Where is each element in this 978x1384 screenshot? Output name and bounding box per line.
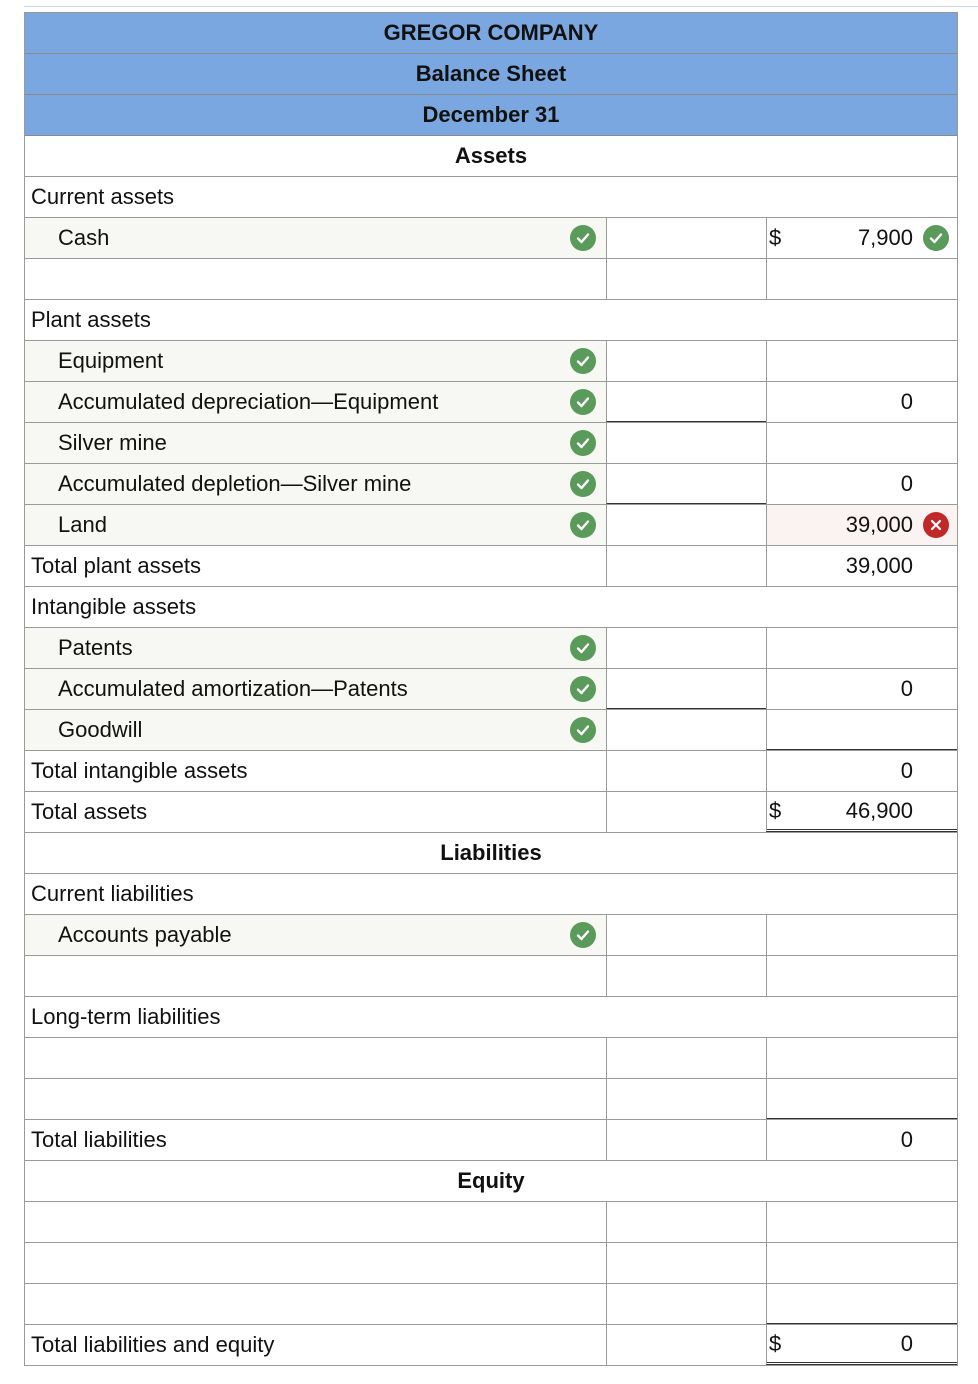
total-intangible-assets-amount [606,751,766,791]
goodwill-row [25,710,957,751]
accum-depl-silver-amount-input[interactable] [606,464,766,504]
accum-dep-equipment-row [25,382,957,423]
liabilities-heading-row [25,833,957,874]
company-name: GREGOR COMPANY [383,20,599,45]
land-row [25,505,957,546]
blank-row [25,1079,957,1120]
plant-assets-row [25,300,957,341]
blank-row [25,259,957,300]
patents-label[interactable]: Patents [58,635,133,660]
total-assets-value: 46,900 [845,797,913,823]
total-liabilities-amount [606,1120,766,1160]
dollar-sign: $ [769,1330,782,1356]
long-term-liabilities-label: Long-term liabilities [31,1004,221,1029]
total-intangible-assets-total [766,751,957,791]
blank-row [25,1243,957,1284]
accum-dep-equipment-total-input[interactable] [766,382,957,422]
total-liabilities-value: 0 [900,1127,913,1152]
blank-row [25,1284,957,1325]
top-border [24,0,978,7]
blank-total-input[interactable] [766,1243,957,1283]
blank-total-input[interactable] [766,1284,957,1324]
accum-depl-silver-total-input[interactable] [766,464,957,504]
total-plant-assets-amount [606,546,766,586]
check-icon [570,389,596,415]
silver-mine-total-input[interactable] [766,423,957,463]
land-total-input[interactable] [766,505,957,545]
statement-date: December 31 [422,102,560,127]
blank-label-input[interactable] [25,1038,606,1078]
total-plant-assets-label: Total plant assets [31,553,201,578]
blank-amount-input[interactable] [606,1038,766,1078]
total-assets-row [25,792,957,833]
dollar-sign: $ [769,797,782,823]
land-value: 39,000 [845,512,913,537]
goodwill-total-input[interactable] [766,710,957,750]
total-intangible-assets-value: 0 [900,758,913,783]
accounts-payable-label[interactable]: Accounts payable [58,922,232,947]
total-plant-assets-row [25,546,957,587]
blank-amount-input[interactable] [606,1079,766,1119]
cash-amount-input[interactable] [606,218,766,258]
current-assets-label: Current assets [31,184,175,209]
equity-heading-row [25,1161,957,1202]
accum-dep-equipment-label[interactable]: Accumulated depreciation—Equipment [58,389,439,414]
goodwill-label[interactable]: Goodwill [58,717,143,742]
total-liabilities-equity-label: Total liabilities and equity [31,1332,275,1357]
equipment-row [25,341,957,382]
check-icon [570,922,596,948]
current-liabilities-row [25,874,957,915]
long-term-liabilities-row [25,997,957,1038]
cash-value: 7,900 [857,225,913,250]
check-icon [570,430,596,456]
check-icon [570,635,596,661]
total-intangible-assets-label: Total intangible assets [31,758,248,783]
accounts-payable-row [25,915,957,956]
blank-label-input[interactable] [25,259,606,299]
statement-title: Balance Sheet [415,61,567,86]
blank-amount-input[interactable] [606,259,766,299]
blank-label-input[interactable] [25,1079,606,1119]
company-name-row [25,13,957,54]
patents-total-input[interactable] [766,628,957,668]
total-liabilities-row [25,1120,957,1161]
check-icon [570,471,596,497]
error-x-icon [923,512,949,538]
current-liabilities-label: Current liabilities [31,881,194,906]
blank-total-input[interactable] [766,259,957,299]
check-icon [570,717,596,743]
goodwill-amount-input[interactable] [606,710,766,750]
accum-amort-patents-total-input[interactable] [766,669,957,709]
assets-heading-row [25,136,957,177]
blank-total-input[interactable] [766,1038,957,1078]
total-liabilities-label: Total liabilities [31,1127,167,1152]
blank-amount-input[interactable] [606,1202,766,1242]
accum-amort-patents-label[interactable]: Accumulated amortization—Patents [58,676,408,701]
total-plant-assets-total [766,546,957,586]
liabilities-heading: Liabilities [440,840,542,865]
intangible-assets-row [25,587,957,628]
accum-amort-patents-amount-input[interactable] [606,669,766,709]
blank-label-input[interactable] [25,1243,606,1283]
patents-row [25,628,957,669]
total-intangible-assets-row [25,751,957,792]
blank-label-input[interactable] [25,956,606,996]
plant-assets-label: Plant assets [31,307,151,332]
cash-row [25,218,957,259]
blank-label-input[interactable] [25,1202,606,1242]
blank-row [25,1202,957,1243]
equity-heading: Equity [457,1168,525,1193]
cash-total-input[interactable] [766,218,957,258]
accounts-payable-total-input[interactable] [766,915,957,955]
balance-sheet [24,12,958,1366]
total-liabilities-equity-total [766,1325,957,1365]
check-icon [570,225,596,251]
blank-row [25,956,957,997]
total-liabilities-equity-value: 0 [900,1330,913,1356]
assets-heading: Assets [454,143,528,168]
accum-depl-silver-row [25,464,957,505]
equipment-total-input[interactable] [766,341,957,381]
silver-mine-label[interactable]: Silver mine [58,430,167,455]
intangible-assets-label: Intangible assets [31,594,197,619]
total-liabilities-total [766,1120,957,1160]
land-label[interactable]: Land [58,512,107,537]
accum-depl-silver-value: 0 [900,471,913,496]
equipment-amount-input[interactable] [606,341,766,381]
dollar-sign: $ [769,225,782,250]
check-icon [570,512,596,538]
accum-depl-silver-label[interactable]: Accumulated depletion—Silver mine [58,471,412,496]
accounts-payable-amount-input[interactable] [606,915,766,955]
blank-total-input[interactable] [766,1079,957,1119]
blank-amount-input[interactable] [606,1243,766,1283]
blank-total-input[interactable] [766,1202,957,1242]
date-row [25,95,957,136]
land-amount-input[interactable] [606,505,766,545]
silver-mine-amount-input[interactable] [606,423,766,463]
total-assets-label: Total assets [31,799,148,824]
equipment-label[interactable]: Equipment [58,348,164,373]
total-plant-assets-value: 39,000 [845,553,913,578]
accum-dep-equipment-value: 0 [900,389,913,414]
check-icon [570,348,596,374]
total-liabilities-equity-amount [606,1325,766,1365]
cash-label[interactable]: Cash [58,225,110,250]
total-assets-total [766,792,957,832]
accum-amort-patents-row [25,669,957,710]
total-assets-amount [606,792,766,832]
check-icon [923,225,949,251]
blank-amount-input[interactable] [606,1284,766,1324]
total-liabilities-equity-row [25,1325,957,1366]
accum-amort-patents-value: 0 [900,676,913,701]
blank-amount-input[interactable] [606,956,766,996]
check-icon [570,676,596,702]
blank-total-input[interactable] [766,956,957,996]
accum-dep-equipment-amount-input[interactable] [606,382,766,422]
silver-mine-row [25,423,957,464]
statement-title-row [25,54,957,95]
patents-amount-input[interactable] [606,628,766,668]
blank-row [25,1038,957,1079]
blank-label-input[interactable] [25,1284,606,1324]
current-assets-row [25,177,957,218]
